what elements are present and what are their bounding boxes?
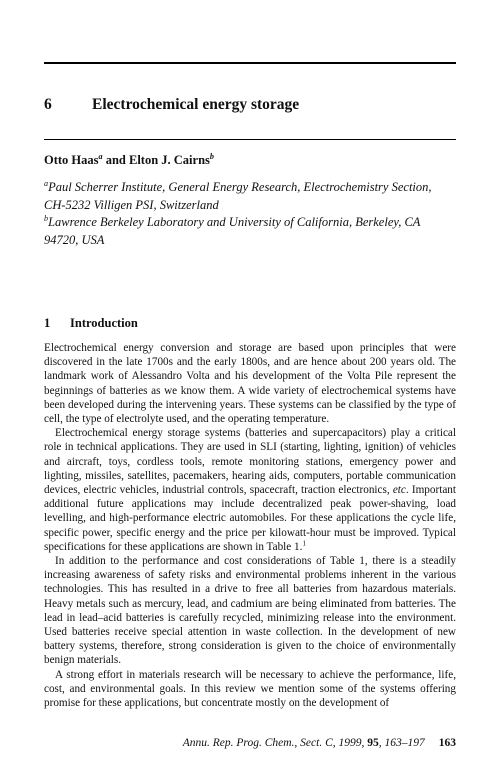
author-line <box>44 153 214 168</box>
chapter-heading <box>44 96 299 114</box>
heading-rule <box>44 139 456 140</box>
paragraph-1: Electrochemical energy conversion and storage are based upon principles that were discovered in the late 1700s and the early 1800s, and are hence about 200 years old. The landmark work of Alessandro Volta and his development of the Volta Pile represent the beginnings of batteries as we know them. A wide variety of electrochemical systems have been developed during the intervening years. These systems can be classified by the type of cell, the type of electrolyte used, and the operating temperature. <box>44 342 456 426</box>
paragraph-2-part-1: Electrochemical energy storage systems (batteries and supercapacitors) play a critical role in technical applications. They are used in SLI (starting, lighting, ignition) of vehicles and aircraft, toys, cordless tools, remote monitoring stations, emergency power and lighting, missiles, satellites, pacemakers, hearing aids, computers, portable communication devices, electric vehicles, industrial controls, spacecraft, traction electronics, <box>44 427 456 497</box>
page-number: 163 <box>438 737 456 749</box>
chapter-number: 6 <box>44 96 52 113</box>
reference-1[interactable]: 1 <box>302 539 307 548</box>
author-2: Elton J. Cairns <box>128 153 210 167</box>
journal-year: 1999, <box>335 737 368 749</box>
paragraph-2-part-2: . Important additional future applications may include decentralized peak power-shaving, load levelling, and high-performance electric automobiles. For these applications the cycle life, specific power, specific energy and the price per kilowatt-hour must be improved. Typical specifications for these applications are shown in Table 1. <box>44 484 456 553</box>
body-text <box>44 341 456 710</box>
section-title: Introduction <box>70 316 138 330</box>
author-joiner: and <box>102 153 129 167</box>
paragraph-3: In addition to the performance and cost considerations of Table 1, there is a steadily increasing awareness of safety risks and environmental problems inherent in the various technologies. This has resulted in a drive to free all batteries from hazardous materials. Heavy metals such as mercury, lead, and cadmium are being eliminated from batteries. The lead in lead–acid batteries is carefully recycled, minimizing release into the environment. Used batteries receive special attention in waste collection. In the development of new battery systems, therefore, strong consideration is given to the choice of environmentally benign materials. <box>44 555 456 667</box>
affiliation-a-mark: a <box>44 178 49 188</box>
section-heading <box>44 316 138 331</box>
journal-volume: 95 <box>367 737 379 749</box>
affiliations <box>44 179 456 249</box>
chapter-title: Electrochemical energy storage <box>92 96 300 113</box>
paragraph-4: A strong effort in materials research will be necessary to achieve the performance, life, cost, and environmental goals. In this review we mention some of the systems offering promise for these applications, but concentrate mostly on the development of <box>44 668 456 710</box>
author-1-affil-mark: a <box>98 151 103 161</box>
affiliation-b <box>44 214 456 249</box>
journal-name: Annu. Rep. Prog. Chem., Sect. C, <box>182 737 336 749</box>
top-rule <box>44 62 456 64</box>
affiliation-b-mark: b <box>44 213 49 223</box>
page-footer <box>44 737 456 749</box>
section-number: 1 <box>44 316 51 330</box>
author-1: Otto Haas <box>44 153 99 167</box>
affiliation-a <box>44 179 456 214</box>
author-2-affil-mark: b <box>209 151 214 161</box>
journal-pages: , 163–197 <box>378 737 425 749</box>
journal-citation <box>183 737 425 749</box>
paragraph-2-etc: etc <box>392 484 406 497</box>
affiliation-b-text: Lawrence Berkeley Laboratory and University of California, Berkeley, CA 94720, USA <box>44 215 421 247</box>
affiliation-a-text: Paul Scherrer Institute, General Energy Research, Electrochemistry Section, CH-5232 Villigen PSI, Switzerland <box>44 180 432 212</box>
paragraph-2 <box>44 426 456 554</box>
